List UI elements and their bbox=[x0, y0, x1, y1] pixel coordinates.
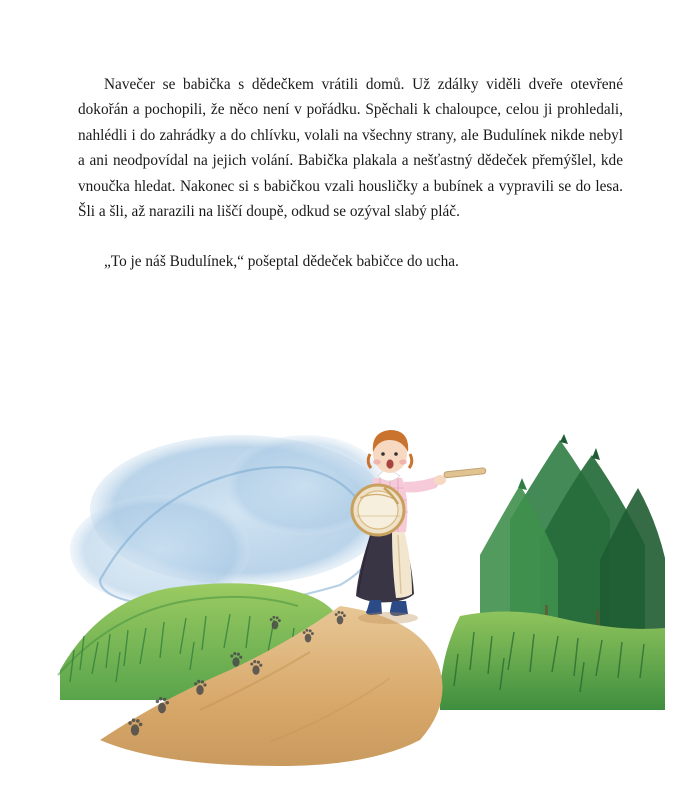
sky-cloud bbox=[70, 435, 390, 608]
paragraph-2: „To je náš Budulínek,“ pošeptal dědeček babičce do ucha. bbox=[104, 253, 459, 271]
forest bbox=[480, 434, 665, 642]
story-text-block bbox=[78, 72, 623, 275]
paragraph-1: Navečer se babička s dědečkem vrátili domů. Už zdálky viděli dveře otevřené dokořán a pochopili, že něco není v pořádku. Spěchali k chaloupce, celou ji prohledali, nahlédli i do zahrádky a do chlívku, volali na všechny strany, ale Budulínek nikde nebyl a ani neodpovídal na jejich volání. Babička plakala a nešťastný dědeček přemýšlel, kde vnoučka hledat. Nakonec si s babičkou vzali housličky a bubínek a vypravili se do lesa. Šli a šli, až narazili na liščí doupě, odkud se ozýval slabý pláč. bbox=[78, 76, 623, 221]
illustration-container bbox=[40, 370, 665, 770]
watercolor-illustration bbox=[40, 370, 665, 770]
